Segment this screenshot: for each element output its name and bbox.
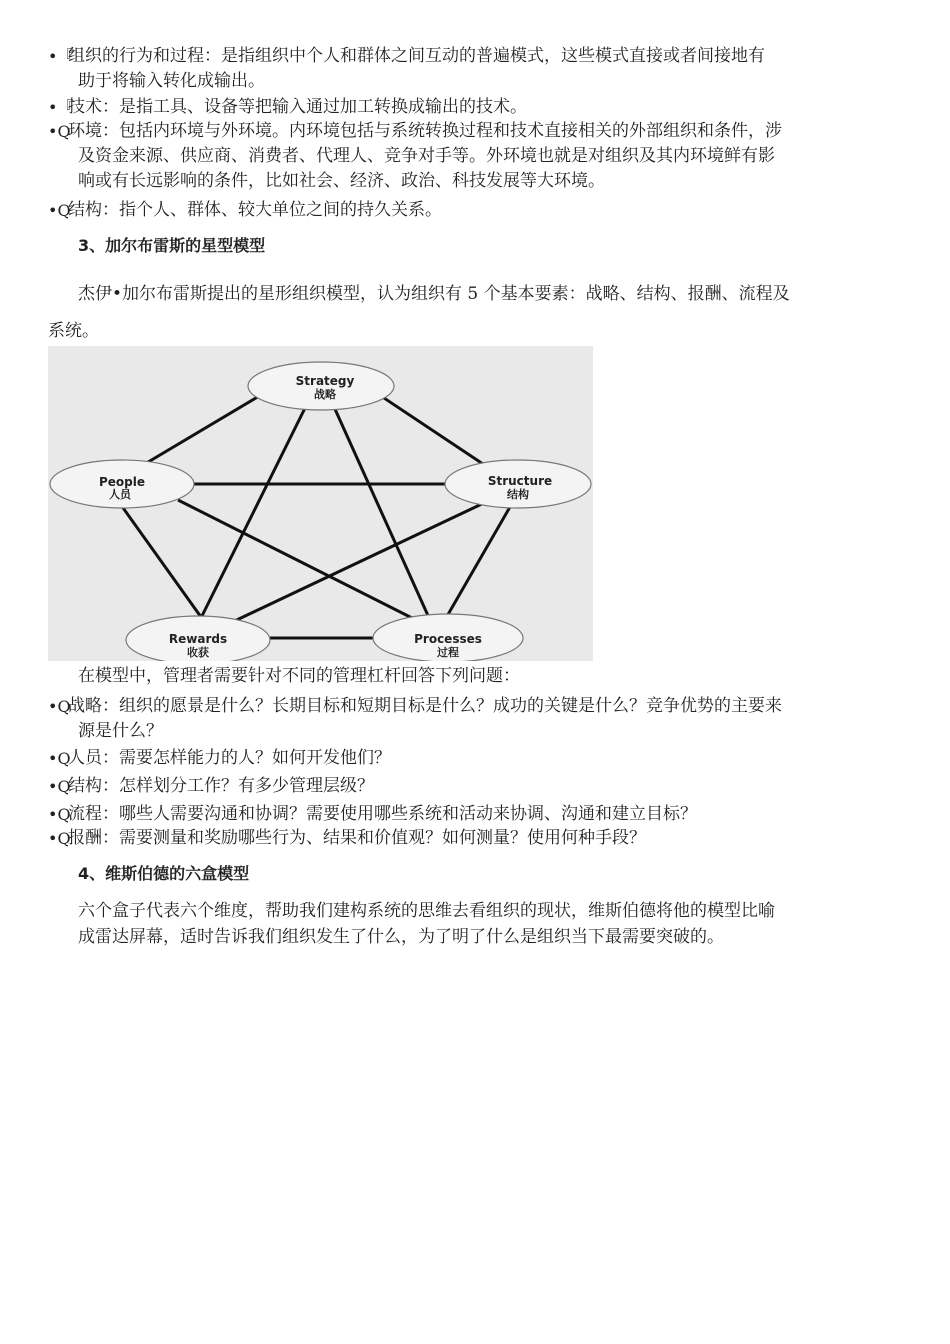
- line-strategy-people: [128, 386, 276, 474]
- section-heading: 4、维斯伯德的六盒模型: [78, 864, 250, 883]
- question-text: 报酬：需要测量和奖励哪些行为、结果和价值观？如何测量？使用何种手段？: [68, 828, 646, 848]
- connector-lines: [116, 386, 514, 638]
- question-item: [48, 746, 880, 771]
- question-text: 结构：怎样划分工作？有多少管理层级？: [68, 776, 374, 796]
- bullet-text-continuation: 响或有长远影响的条件，比如社会、经济、政治、科技发展等大环境。: [78, 171, 605, 191]
- bullet-text: 结构：指个人、群体、较大单位之间的持久关系。: [68, 200, 442, 220]
- node-people: [50, 460, 194, 508]
- node-structure: [445, 460, 591, 508]
- node-label-zh: 战略: [314, 388, 336, 401]
- node-label-en: Rewards: [168, 632, 228, 646]
- question-text: 人员：需要怎样能力的人？如何开发他们？: [68, 748, 391, 768]
- bullet-text: 组织的行为和过程：是指组织中个人和群体之间互动的普遍模式，这些模式直接或者间接地有: [68, 46, 765, 66]
- bullet-marker: •Q: [48, 829, 71, 848]
- node-label-en: Structure: [487, 474, 553, 488]
- node-strategy: [248, 362, 394, 410]
- bullet-marker: •Q: [48, 749, 71, 768]
- bullet-marker: •Q: [48, 697, 71, 716]
- bullet-text-continuation: 及资金来源、供应商、消费者、代理人、竞争对手等。外环境也就是对组织及其内环境鲜有影: [78, 146, 775, 166]
- node-label-zh: 人员: [109, 488, 131, 501]
- question-item: [48, 694, 880, 744]
- line-structure-rewards: [224, 502, 486, 626]
- model-intro: 在模型中，管理者需要针对不同的管理杠杆回答下列问题：: [78, 666, 520, 686]
- question-item: [48, 826, 880, 851]
- question-text: 战略：组织的愿景是什么？长期目标和短期目标是什么？成功的关键是什么？竞争优势的主要来: [68, 696, 782, 716]
- bullet-marker: •Q: [48, 777, 71, 796]
- bullet-item: [48, 44, 880, 94]
- bullet-text: 技术：是指工具、设备等把输入通过加工转换成输出的技术。: [68, 97, 527, 117]
- bullet-marker: •Q: [48, 201, 71, 220]
- section-intro-line1: 杰伊•加尔布雷斯提出的星形组织模型，认为组织有 5 个基本要素：战略、结构、报酬、流程及: [78, 284, 790, 304]
- line-strategy-processes: [330, 398, 430, 620]
- bullet-marker: •Q: [48, 805, 71, 824]
- question-text-continuation: 源是什么？: [78, 721, 163, 741]
- line-strategy-rewards: [198, 398, 310, 624]
- line-people-rewards: [116, 498, 206, 624]
- bullet-text-continuation: 助于将输入转化成输出。: [78, 71, 265, 91]
- bullet-text: 环境：包括内环境与外环境。内环境包括与系统转换过程和技术直接相关的外部组织和条件，涉: [68, 121, 782, 141]
- node-label-en: Processes: [414, 632, 482, 646]
- node-label-zh: 收获: [187, 646, 209, 659]
- section-heading: 3、加尔布雷斯的星型模型: [78, 236, 266, 255]
- bullet-item: [48, 95, 880, 120]
- question-item: [48, 802, 880, 827]
- node-rewards: [126, 616, 270, 661]
- bullet-item: [48, 198, 880, 223]
- node-label-en: People: [98, 475, 146, 489]
- bullet-marker: •Q: [48, 122, 71, 141]
- line-strategy-structure: [366, 386, 498, 474]
- star-model-svg: [48, 346, 593, 661]
- section-intro-line2: 系统。: [48, 321, 99, 341]
- section-paragraph-line1: 六个盒子代表六个维度，帮助我们建构系统的思维去看组织的现状，维斯伯德将他的模型比喻: [78, 901, 775, 921]
- bullet-marker: •『: [48, 98, 74, 117]
- question-text: 流程：哪些人需要沟通和协调？需要使用哪些系统和活动来协调、沟通和建立目标？: [68, 804, 697, 824]
- bullet-marker: •『: [48, 47, 74, 66]
- node-label-zh: 过程: [437, 646, 459, 659]
- star-model-diagram: [48, 346, 593, 661]
- bullet-item: [48, 119, 880, 194]
- node-label-zh: 结构: [507, 488, 529, 501]
- question-item: [48, 774, 880, 799]
- node-processes: [373, 614, 523, 661]
- node-label-en: Strategy: [295, 374, 355, 388]
- section-paragraph-line2: 成雷达屏幕，适时告诉我们组织发生了什么，为了明了什么是组织当下最需要突破的。: [78, 927, 724, 947]
